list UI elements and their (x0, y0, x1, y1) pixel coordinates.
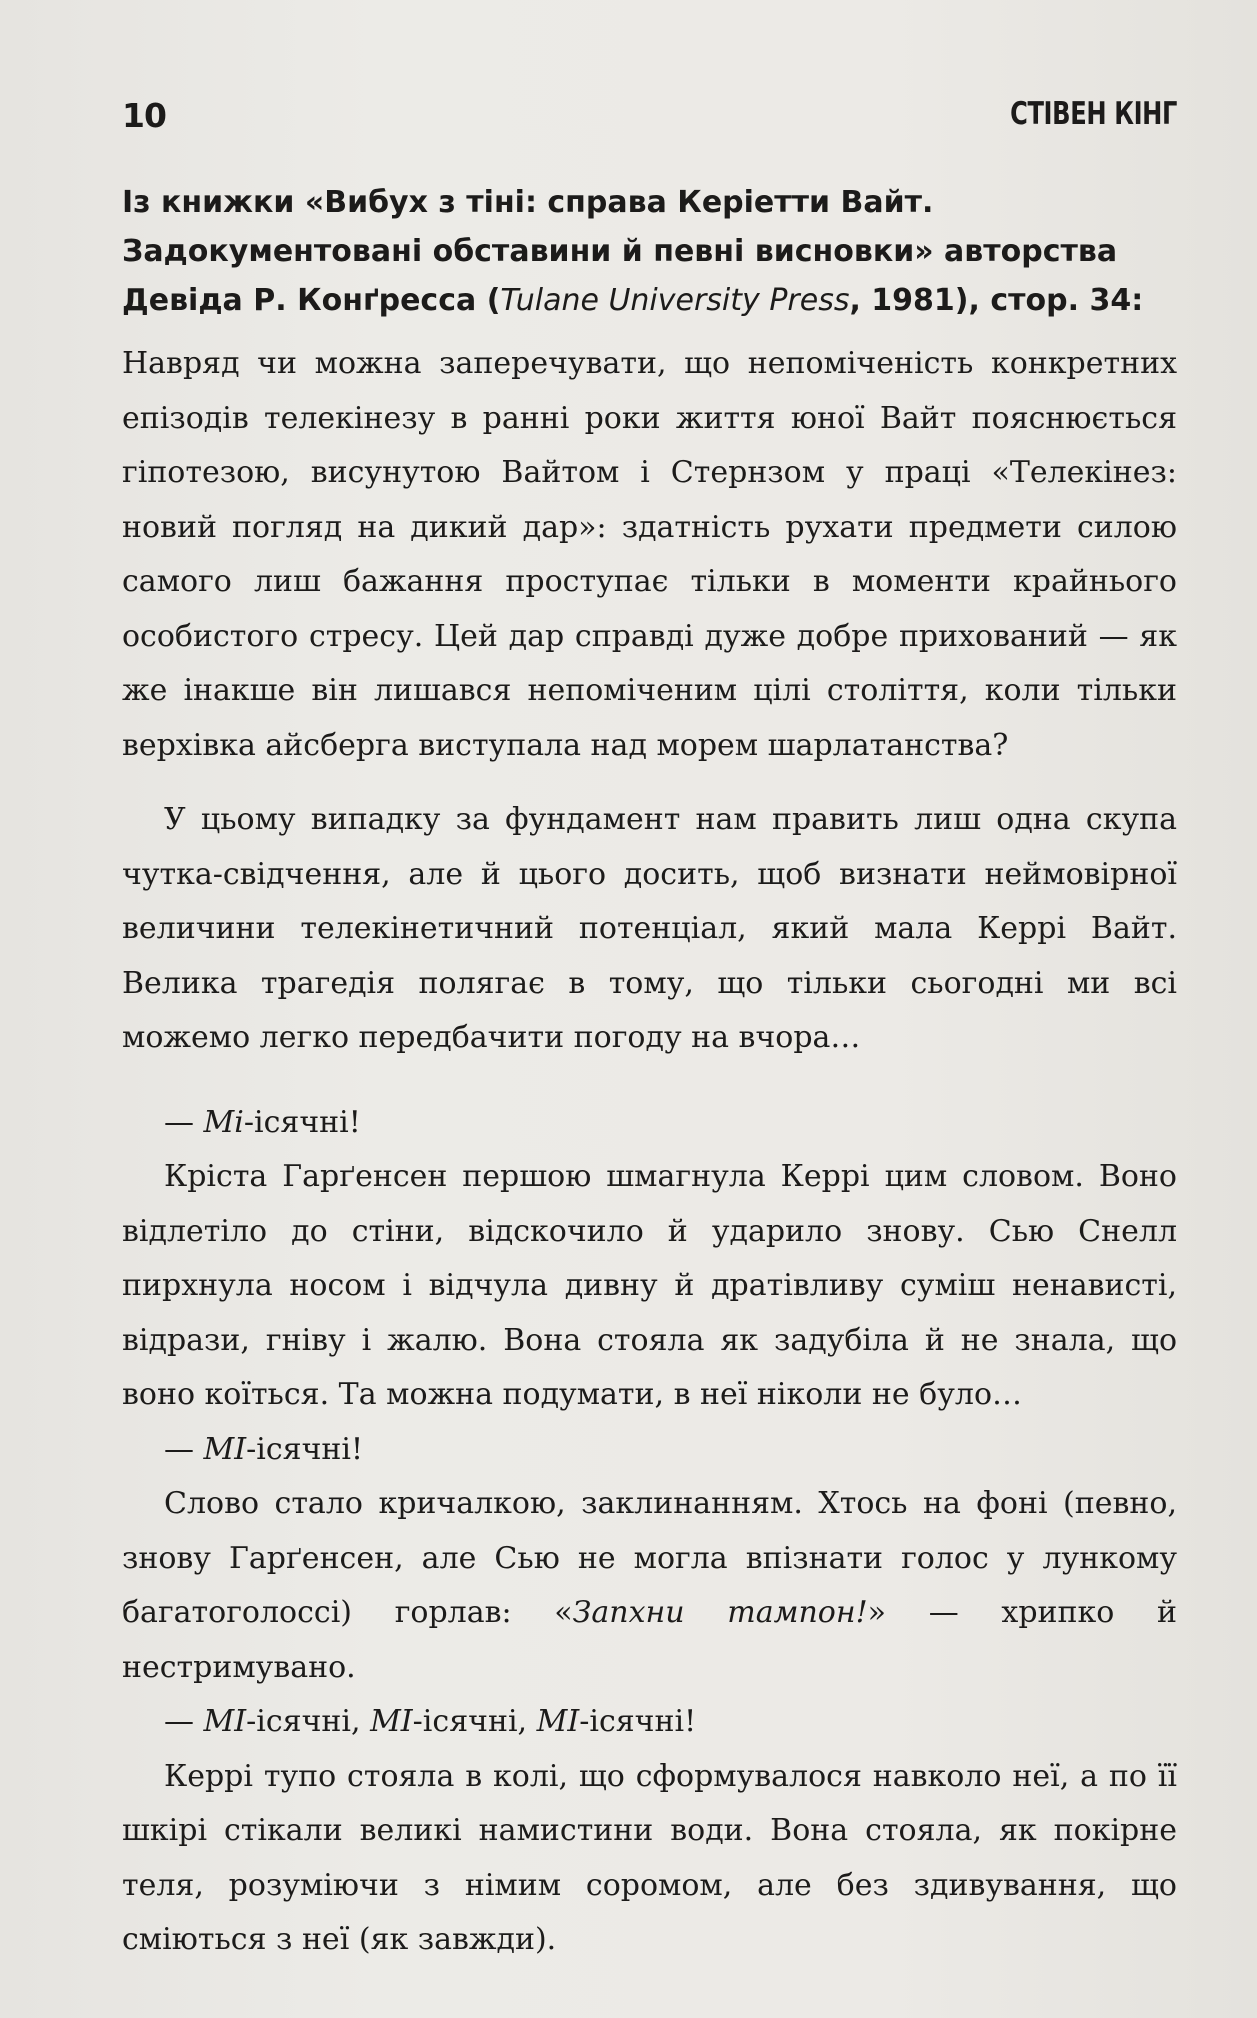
emphasis: МІ (370, 1704, 413, 1739)
paragraph-5: Керрі тупо стояла в колі, що сформувалося навколо неї, а по її шкірі стікали великі намистини води. Вона стояла, як покірне теля, розуміючи з німим соромом, але без здивування, що сміються з неї (як завжди). (122, 1758, 1177, 1957)
page-header (122, 96, 1177, 136)
dash: — (164, 1704, 204, 1739)
page-number: 10 (122, 96, 166, 135)
paragraph-4 (122, 1477, 1177, 1695)
source-citation (122, 178, 1177, 325)
emphasis: МІ (536, 1704, 580, 1739)
emphasis: МІ (203, 1431, 247, 1467)
dialogue-line-2 (122, 1423, 1177, 1478)
emphasis: МІ (203, 1704, 247, 1739)
citation-author: Девіда Р. Конґресса ( (122, 283, 501, 318)
dialogue-line-1 (122, 1096, 1177, 1151)
dialogue-text: -ісячні! (579, 1704, 697, 1739)
dialogue-line-3 (122, 1695, 1177, 1750)
dash: — (164, 1104, 204, 1140)
paragraph-3: Кріста Гарґенсен першою шмагнула Керрі цим словом. Воно відлетіло до стіни, відскочило й ударило знову. Сью Снелл пирхнула носом і відчула дивну й дратівливу суміш ненависті, відрази, гніву і жалю. Вона стояла як задубіла й не знала, що воно коїться. Та можна подумати, в неї ніколи не було… (122, 1159, 1177, 1412)
page-body (122, 178, 1177, 1968)
emphasis: Мі (203, 1104, 244, 1140)
dialogue-text: -ісячні, (246, 1704, 371, 1739)
citation-line-2: Задокументовані обставини й певні висновки» авторства (122, 234, 1118, 269)
paragraph-2: У цьому випадку за фундамент нам править лиш одна скупа чутка-свідчення, але й цього досить, щоб визнати неймовірної величини телекінетичний потенціал, який мала Керрі Вайт. Велика трагедія полягає в тому, що тільки сьогодні ми всі можемо легко передбачити погоду на вчора… (122, 802, 1177, 1055)
paragraph-text: » — хрипко й нестримувано. (122, 1595, 1177, 1685)
running-head: СТІВЕН КІНГ (1010, 96, 1177, 132)
dash: — (164, 1431, 204, 1467)
citation-line-1: Із книжки «Вибух з тіні: справа Керіетти Вайт. (122, 185, 934, 220)
citation-pages: , 1981), стор. 34: (849, 283, 1144, 318)
paragraph-1: Навряд чи можна заперечувати, що непоміченість конкретних епізодів телекінезу в ранні роки життя юної Вайт пояснюється гіпотезою, висунутою Вайтом і Стернзом у праці «Телекінез: новий погляд на дикий дар»: здатність рухати предмети силою самого лиш бажання проступає тільки в моменти крайнього особистого стресу. Цей дар справді дуже добре прихований — як же інакше він лишався непоміченим цілі століття, коли тільки верхівка айсберга виступала над морем шарлатанства? (122, 346, 1177, 763)
paragraph-text: Слово стало кричалкою, заклинанням. Хтось на фоні (певно, знову Гарґенсен, але Сью не могла впізнати голос у лункому багатоголоссі) горлав: « (122, 1486, 1177, 1630)
citation-line-3 (122, 276, 1177, 325)
emphasis: Запхни тампон! (572, 1595, 868, 1630)
citation-publisher: Tulane University Press (500, 283, 850, 318)
dialogue-text: -ісячні! (243, 1104, 361, 1140)
dialogue-text: -ісячні, (412, 1704, 537, 1739)
dialogue-text: -ісячні! (246, 1431, 364, 1467)
